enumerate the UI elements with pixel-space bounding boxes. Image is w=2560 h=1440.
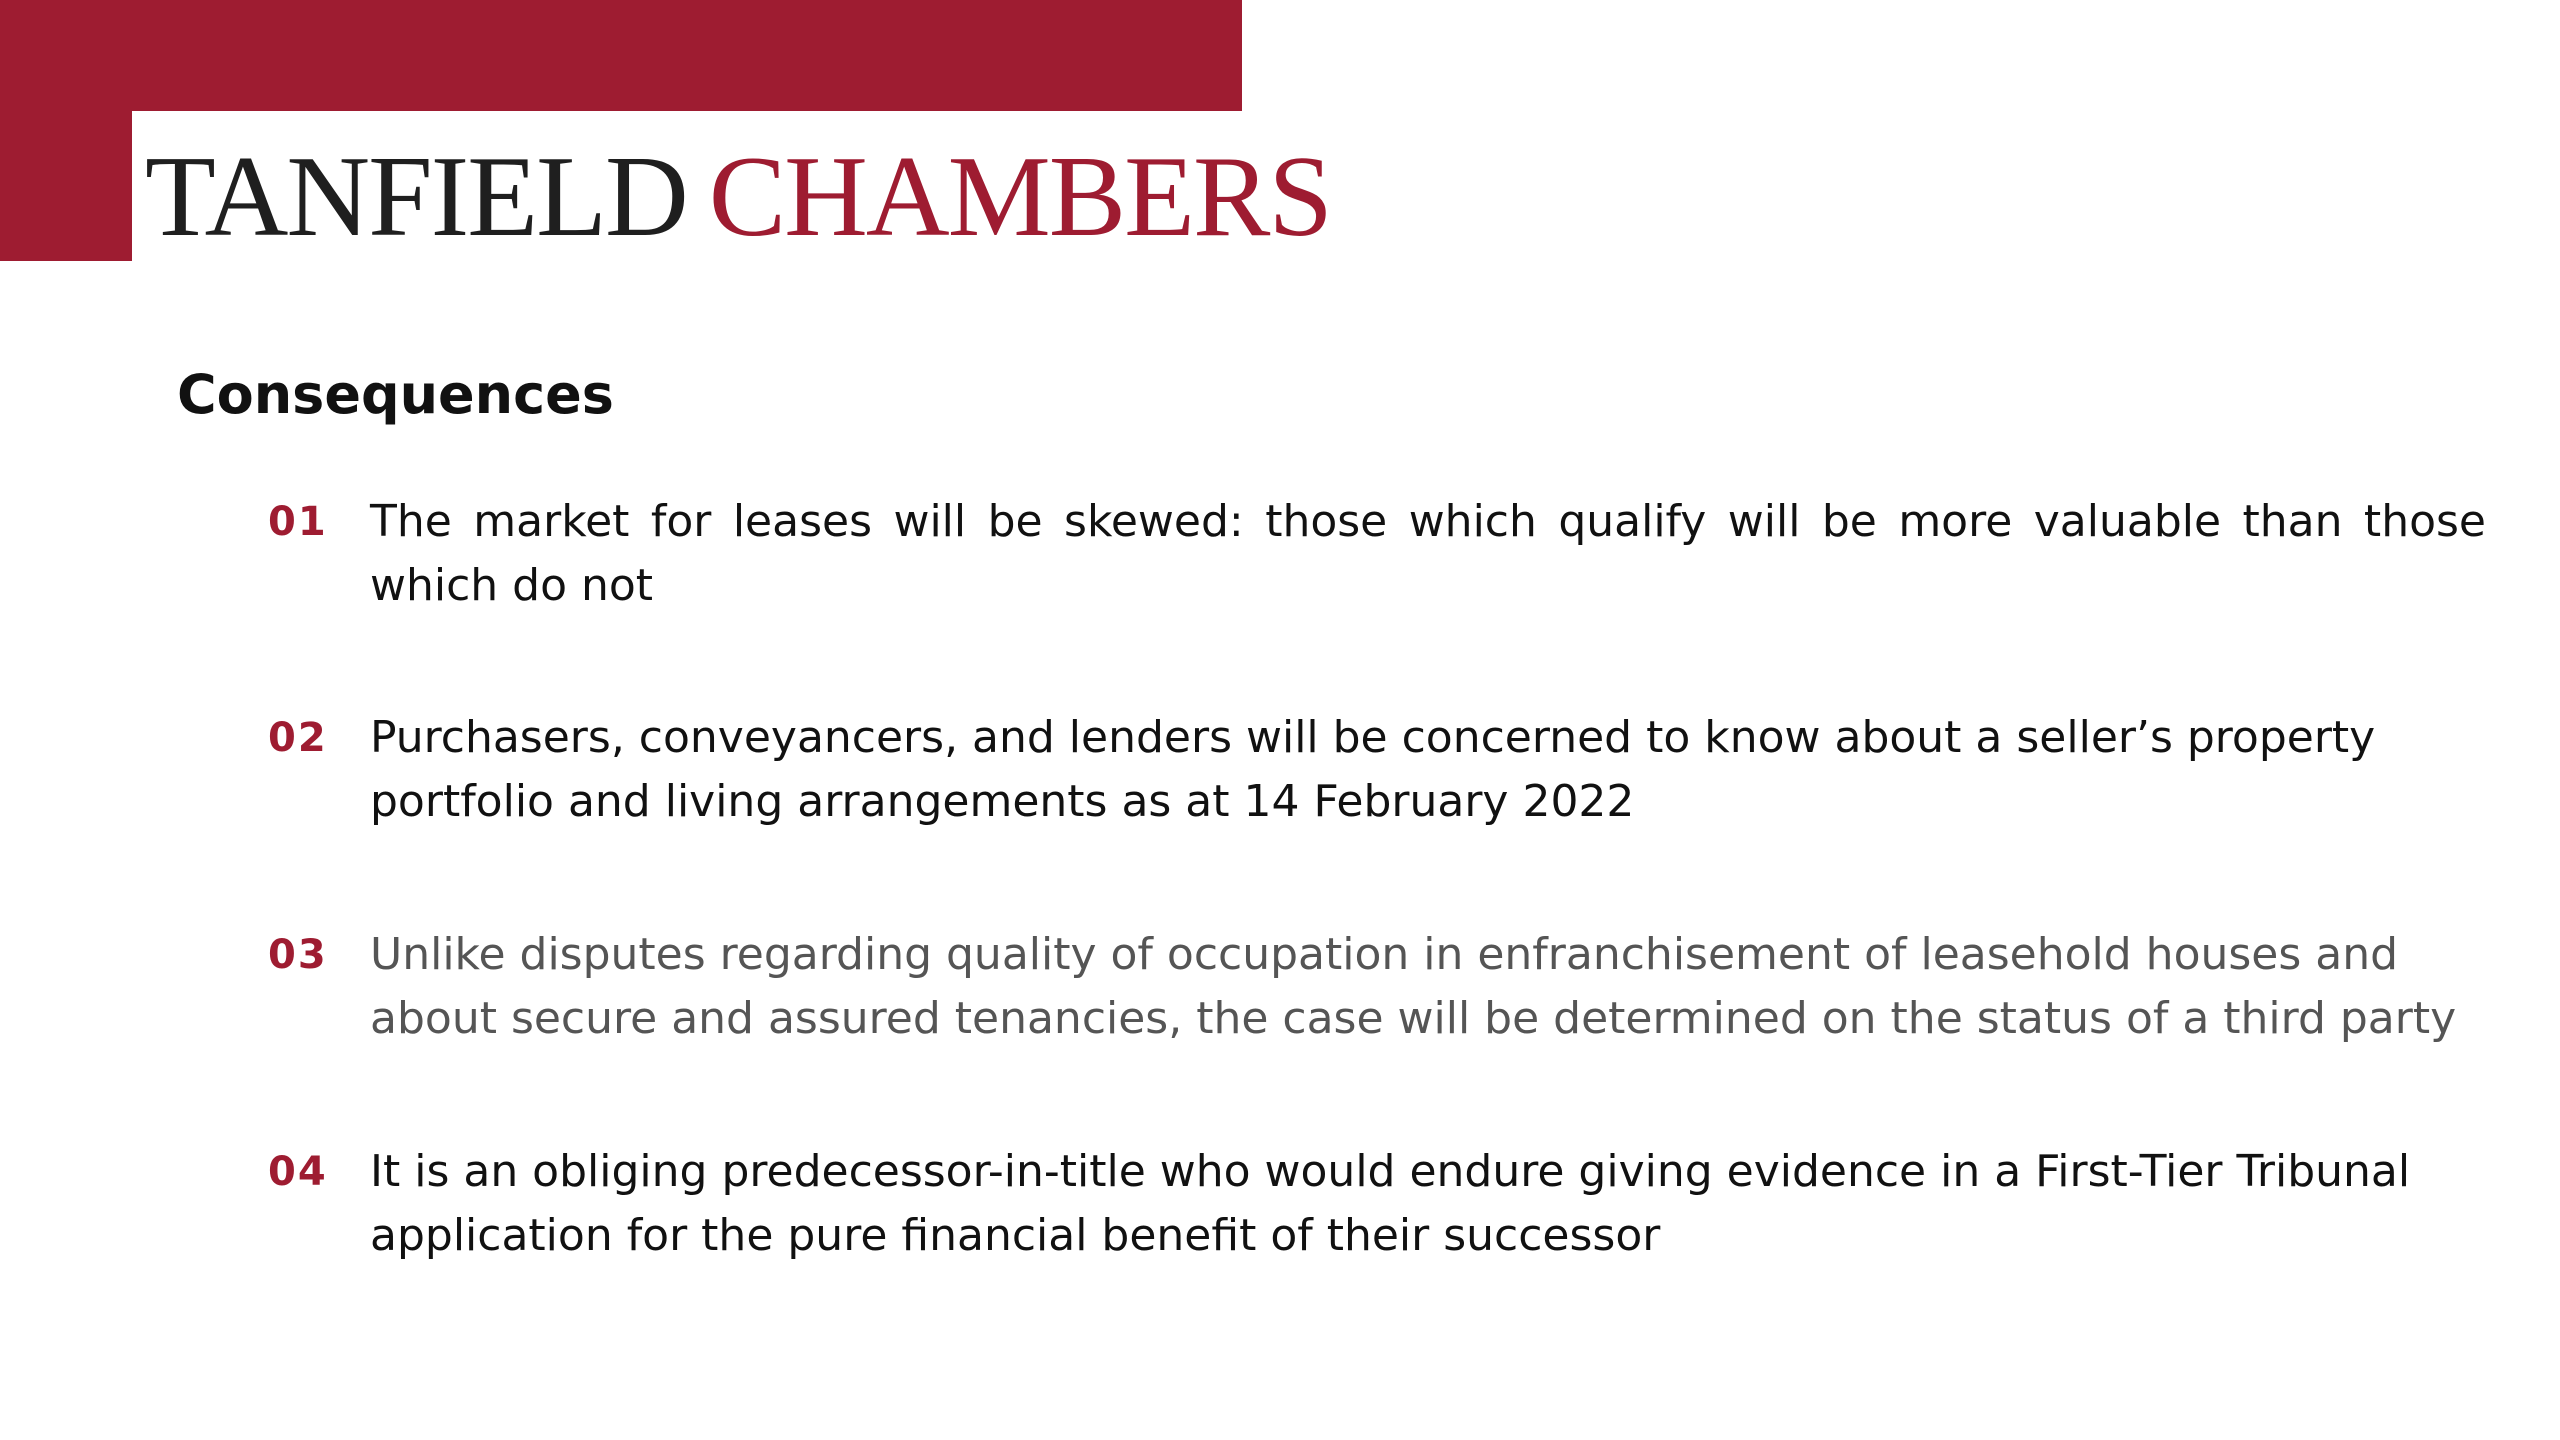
logo-word-chambers: CHAMBERS [708, 133, 1331, 261]
brand-bar-top [0, 0, 1242, 111]
slide-title: Consequences [177, 363, 614, 426]
item-text: The market for leases will be skewed: those which qualify will be more valuable than those which do not [370, 496, 2486, 611]
brand-bar-left [0, 0, 132, 261]
item-text: Purchasers, conveyancers, and lenders will be concerned to know about a seller’s property portfolio and living arrangements as at 14 February 2022 [370, 712, 2376, 827]
logo-word-tanfield: TANFIELD [145, 133, 687, 261]
item-number: 04 [268, 1149, 328, 1195]
item-number: 01 [268, 499, 328, 545]
item-text: It is an obliging predecessor-in-title who would endure giving evidence in a First-Tier Tribunal application for the pure financial benefit of their successor [370, 1146, 2411, 1261]
tanfield-chambers-logo [145, 133, 1331, 261]
item-number: 02 [268, 715, 328, 761]
item-text: Unlike disputes regarding quality of occupation in enfranchisement of leasehold houses and about secure and assured tenancies, the case will be determined on the status of a third party [370, 929, 2457, 1044]
item-number: 03 [268, 932, 328, 978]
